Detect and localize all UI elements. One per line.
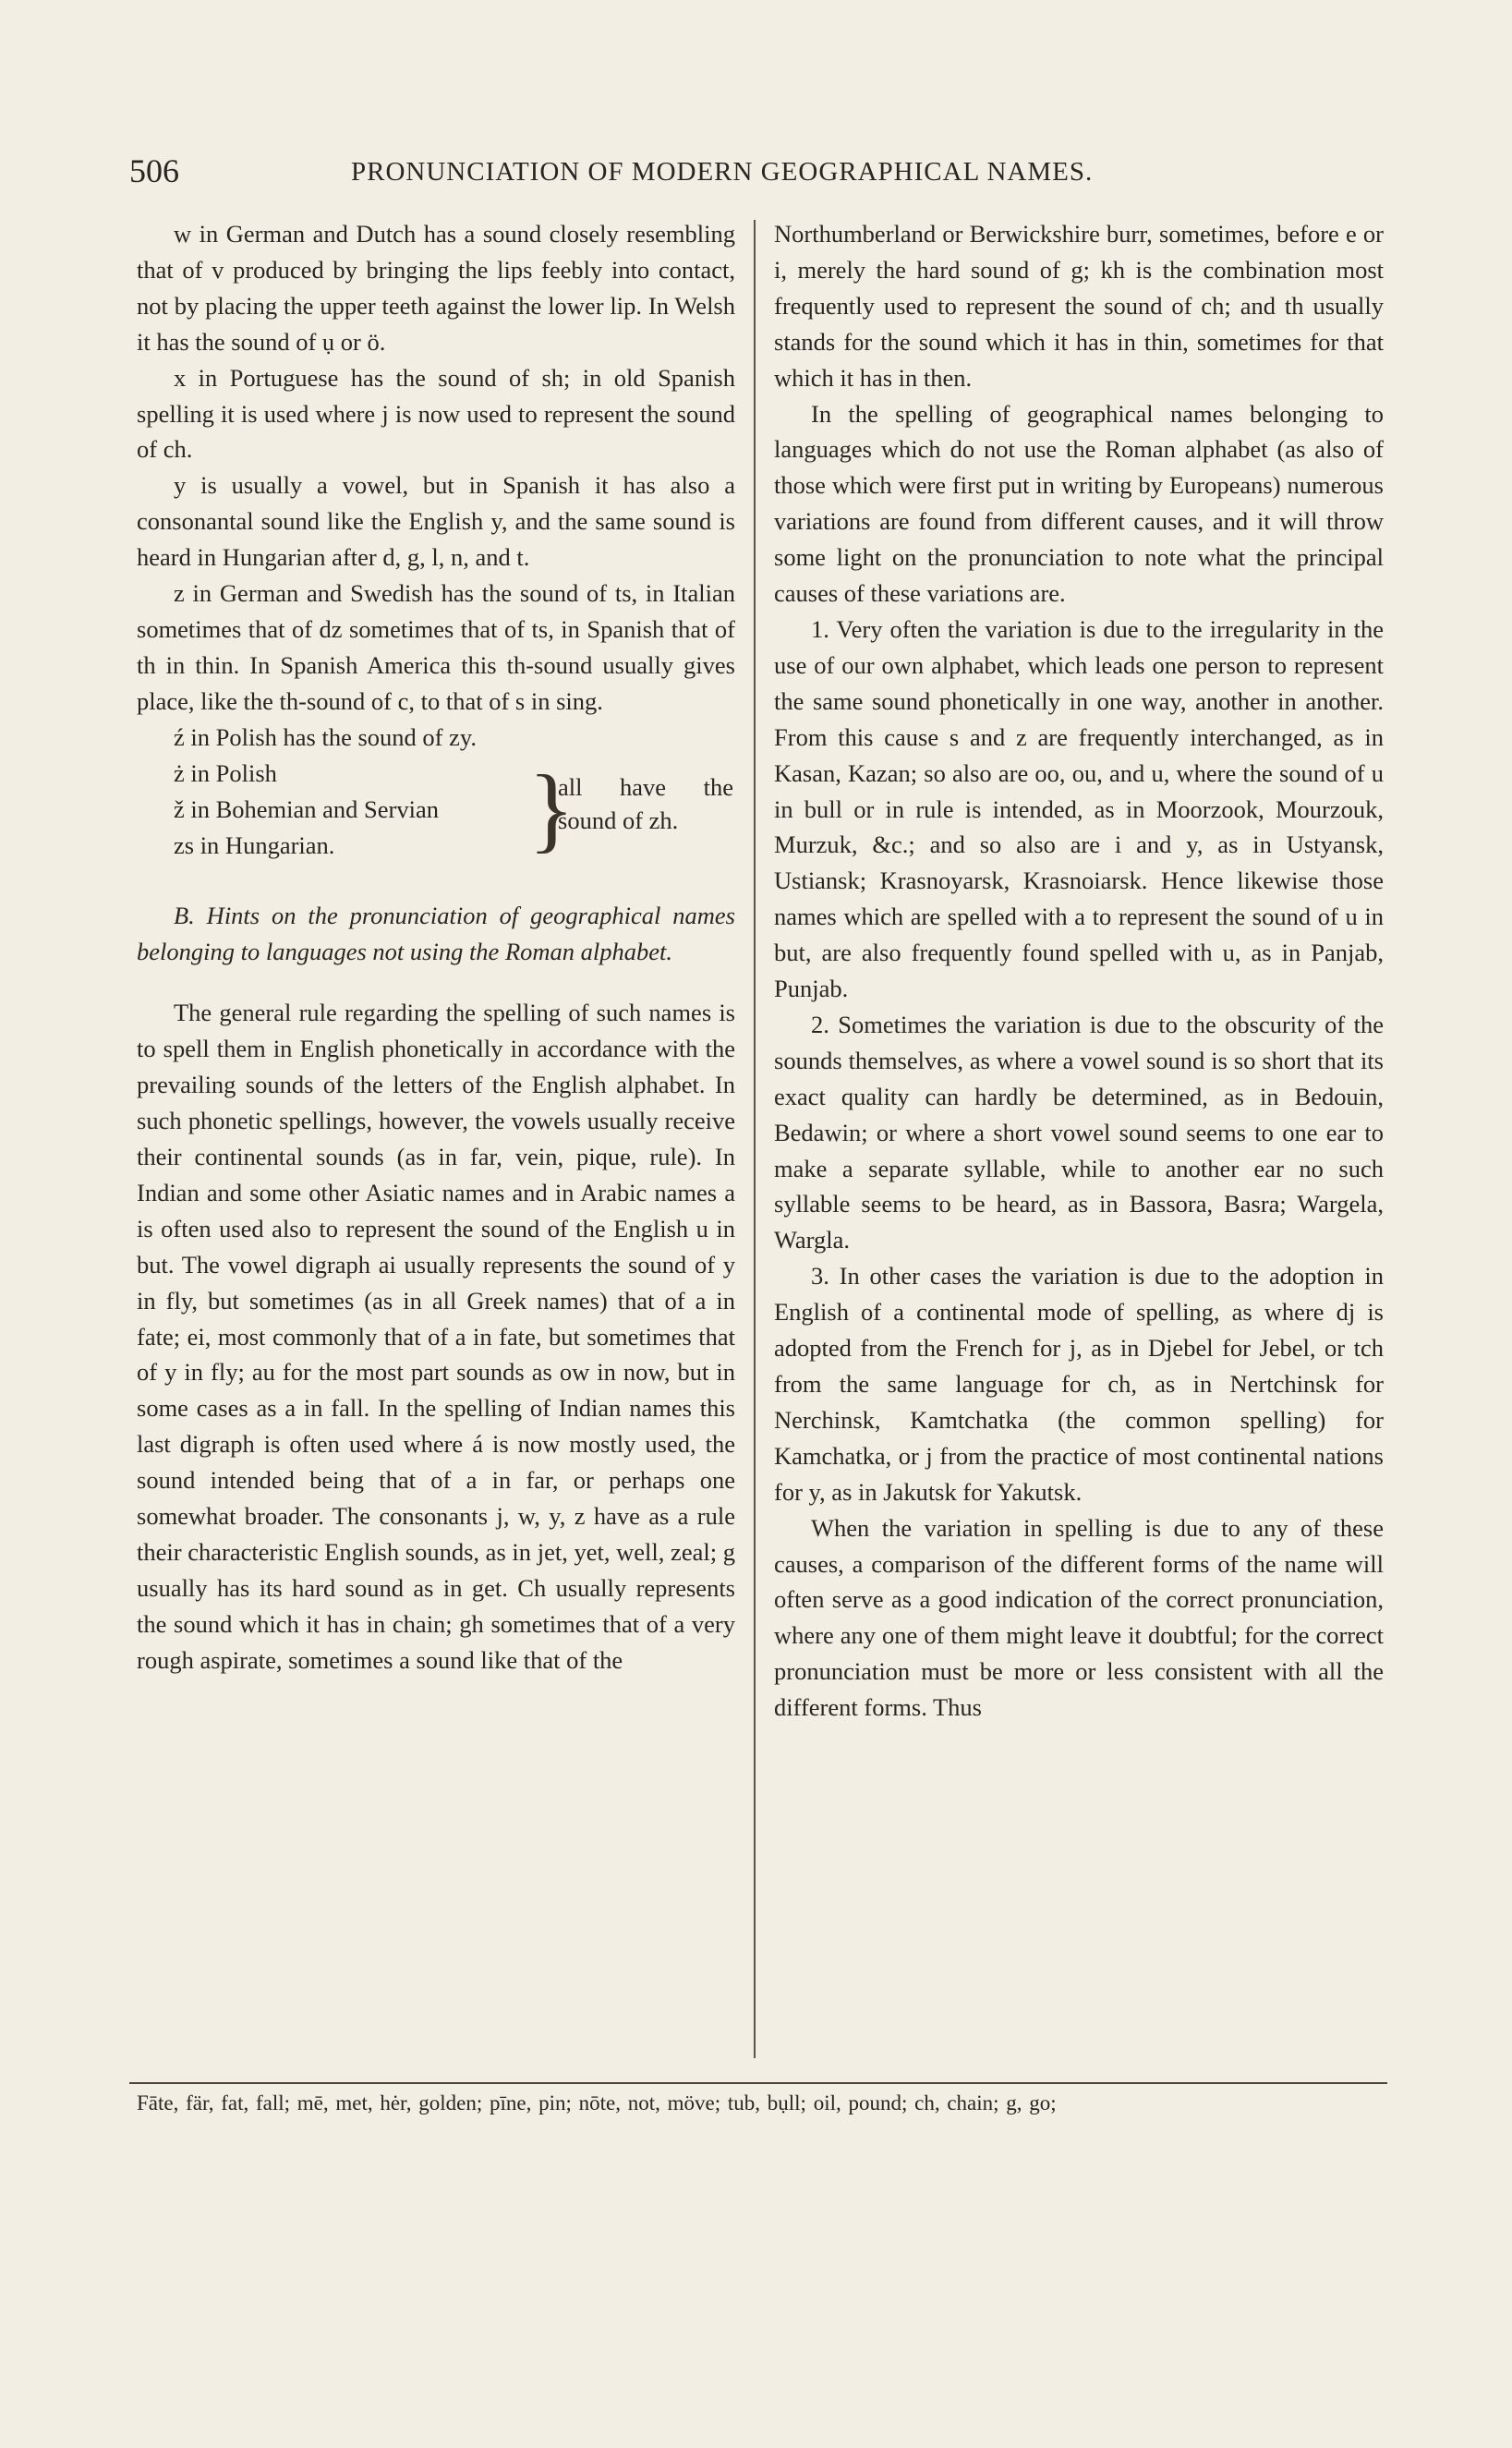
right-column: [774, 216, 1384, 1726]
paragraph-general-rule: The general rule regarding the spelling of such names is to spell them in English phonetically in accordance with the prevailing sounds of the letters of the English alphabet. In such phonetic spellings, however, the vowels usually receive their continental sounds (as in far, vein, pique, rule). In Indian and some other Asiatic names and in Arabic names a is often used also to represent the sound of the English u in but. The vowel digraph ai usually represents the sound of y in fly, but sometimes (as in all Greek names) that of a in fate; ei, most commonly that of a in fate, but sometimes that of y in fly; au for the most part sounds as ow in now, but in some cases as a in fall. In the spelling of Indian names this last digraph is often used where á is now mostly used, the sound intended being that of a in far, or perhaps one somewhat broader. The consonants j, w, y, z have as a rule their characteristic English sounds, as in jet, yet, well, zeal; g usually has its hard sound as in get. Ch usually represents the sound which it has in chain; gh sometimes that of a very rough aspirate, sometimes a sound like that of the: [137, 999, 735, 1674]
pronunciation-key: Fāte, fär, fat, fall; mē, met, hėr, golden; pīne, pin; nōte, not, möve; tub, bụll; oil, pound; ch, chain; g, go;: [137, 2091, 1057, 2115]
group-line-hungarian: zs in Hungarian.: [174, 830, 335, 859]
paragraph-y: y is usually a vowel, but in Spanish it has also a consonantal sound like the English y, and the same sound is heard in Hungarian after d, g, l, n, and t.: [137, 471, 735, 572]
page-number: 506: [129, 152, 179, 189]
paragraph-cause-1: 1. Very often the variation is due to the irregularity in the use of our own alphabet, which leads one person to represent the same sound phonetically in one way, another in another. From this cause s and z are frequently interchanged, as in Kasan, Kazan; so also are oo, ou, and u, where the sound of u in bull or in rule is intended, as in Moorzook, Mourzouk, Murzuk, &c.; and so also are i and y, as in Ustyansk, Ustiansk; Krasnoyarsk, Krasnoiarsk. Hence likewise those names which are spelled with a to represent the sound of u in but, are also frequently found spelled with u, as in Panjab, Punjab.: [774, 614, 1384, 1003]
paragraph-cause-2: 2. Sometimes the variation is due to the obscurity of the sounds themselves, as where a vowel sound is so short that its exact quality can hardly be determined, as in Bedouin, Bedawin; or where a short vowel sound seems to one ear to make a separate syllable, while to another ear no such syllable seems to be heard, as in Bassora, Basra; Wargela, Wargla.: [774, 1010, 1384, 1254]
column-divider: [754, 220, 756, 2058]
page-title: PRONUNCIATION OF MODERN GEOGRAPHICAL NAMES.: [351, 157, 1094, 187]
footer-divider: [129, 2082, 1387, 2084]
paragraph-continued: Northumberland or Berwickshire burr, sometimes, before e or i, merely the hard sound of g; kh is the combination most frequently used to represent the sound of ch; and th usually stands for the sound which it has in thin, sometimes for that which it has in then.: [774, 220, 1384, 392]
section-heading-b: B. Hints on the pronunciation of geographical names belonging to languages not using the Roman alphabet.: [137, 901, 735, 965]
zh-sound-group: [137, 756, 735, 870]
left-column: [137, 216, 735, 1678]
running-header: [129, 151, 1385, 198]
brace-icon: }: [528, 755, 575, 862]
group-line-polish: ż in Polish: [174, 758, 277, 787]
paragraph-w: w in German and Dutch has a sound closely resembling that of v produced by bringing the lips feebly into contact, not by placing the upper teeth against the lower lip. In Welsh it has the sound of ụ or ö.: [137, 220, 735, 356]
paragraph-spelling: In the spelling of geographical names belonging to languages which do not use the Roman alphabet (as also of those which were first put in writing by Europeans) numerous variations are found from different causes, and it will throw some light on the pronunciation to note what the principal causes of these variations are.: [774, 399, 1384, 608]
paragraph-x: x in Portuguese has the sound of sh; in old Spanish spelling it is used where j is now used to represent the sound of ch.: [137, 363, 735, 464]
group-line-bohemian: ž in Bohemian and Servian: [174, 794, 440, 823]
group-note: all have the sound of zh.: [558, 772, 733, 834]
paragraph-cause-3: 3. In other cases the variation is due to the adoption in English of a continental mode of spelling, as where dj is adopted from the French for j, as in Djebel for Jebel, or tch from the same language for ch, as in Nertchinsk for Nerchinsk, Kamtchatka (the common spelling) for Kamchatka, or j from the practice of most continental nations for y, as in Jakutsk for Yakutsk.: [774, 1262, 1384, 1506]
paragraph-z: z in German and Swedish has the sound of ts, in Italian sometimes that of dz sometimes that of ts, in Spanish that of th in thin. In Spanish America this th-sound usually gives place, like the th-sound of c, to that of s in sing.: [137, 579, 735, 715]
paragraph-comparison: When the variation in spelling is due to any of these causes, a comparison of the different forms of the name will often serve as a good indication of the correct pronunciation, where any one of them might leave it doubtful; for the correct pronunciation must be more or less consistent with all the different forms. Thus: [774, 1513, 1384, 1722]
paragraph-z-polish: ź in Polish has the sound of zy.: [174, 722, 478, 751]
